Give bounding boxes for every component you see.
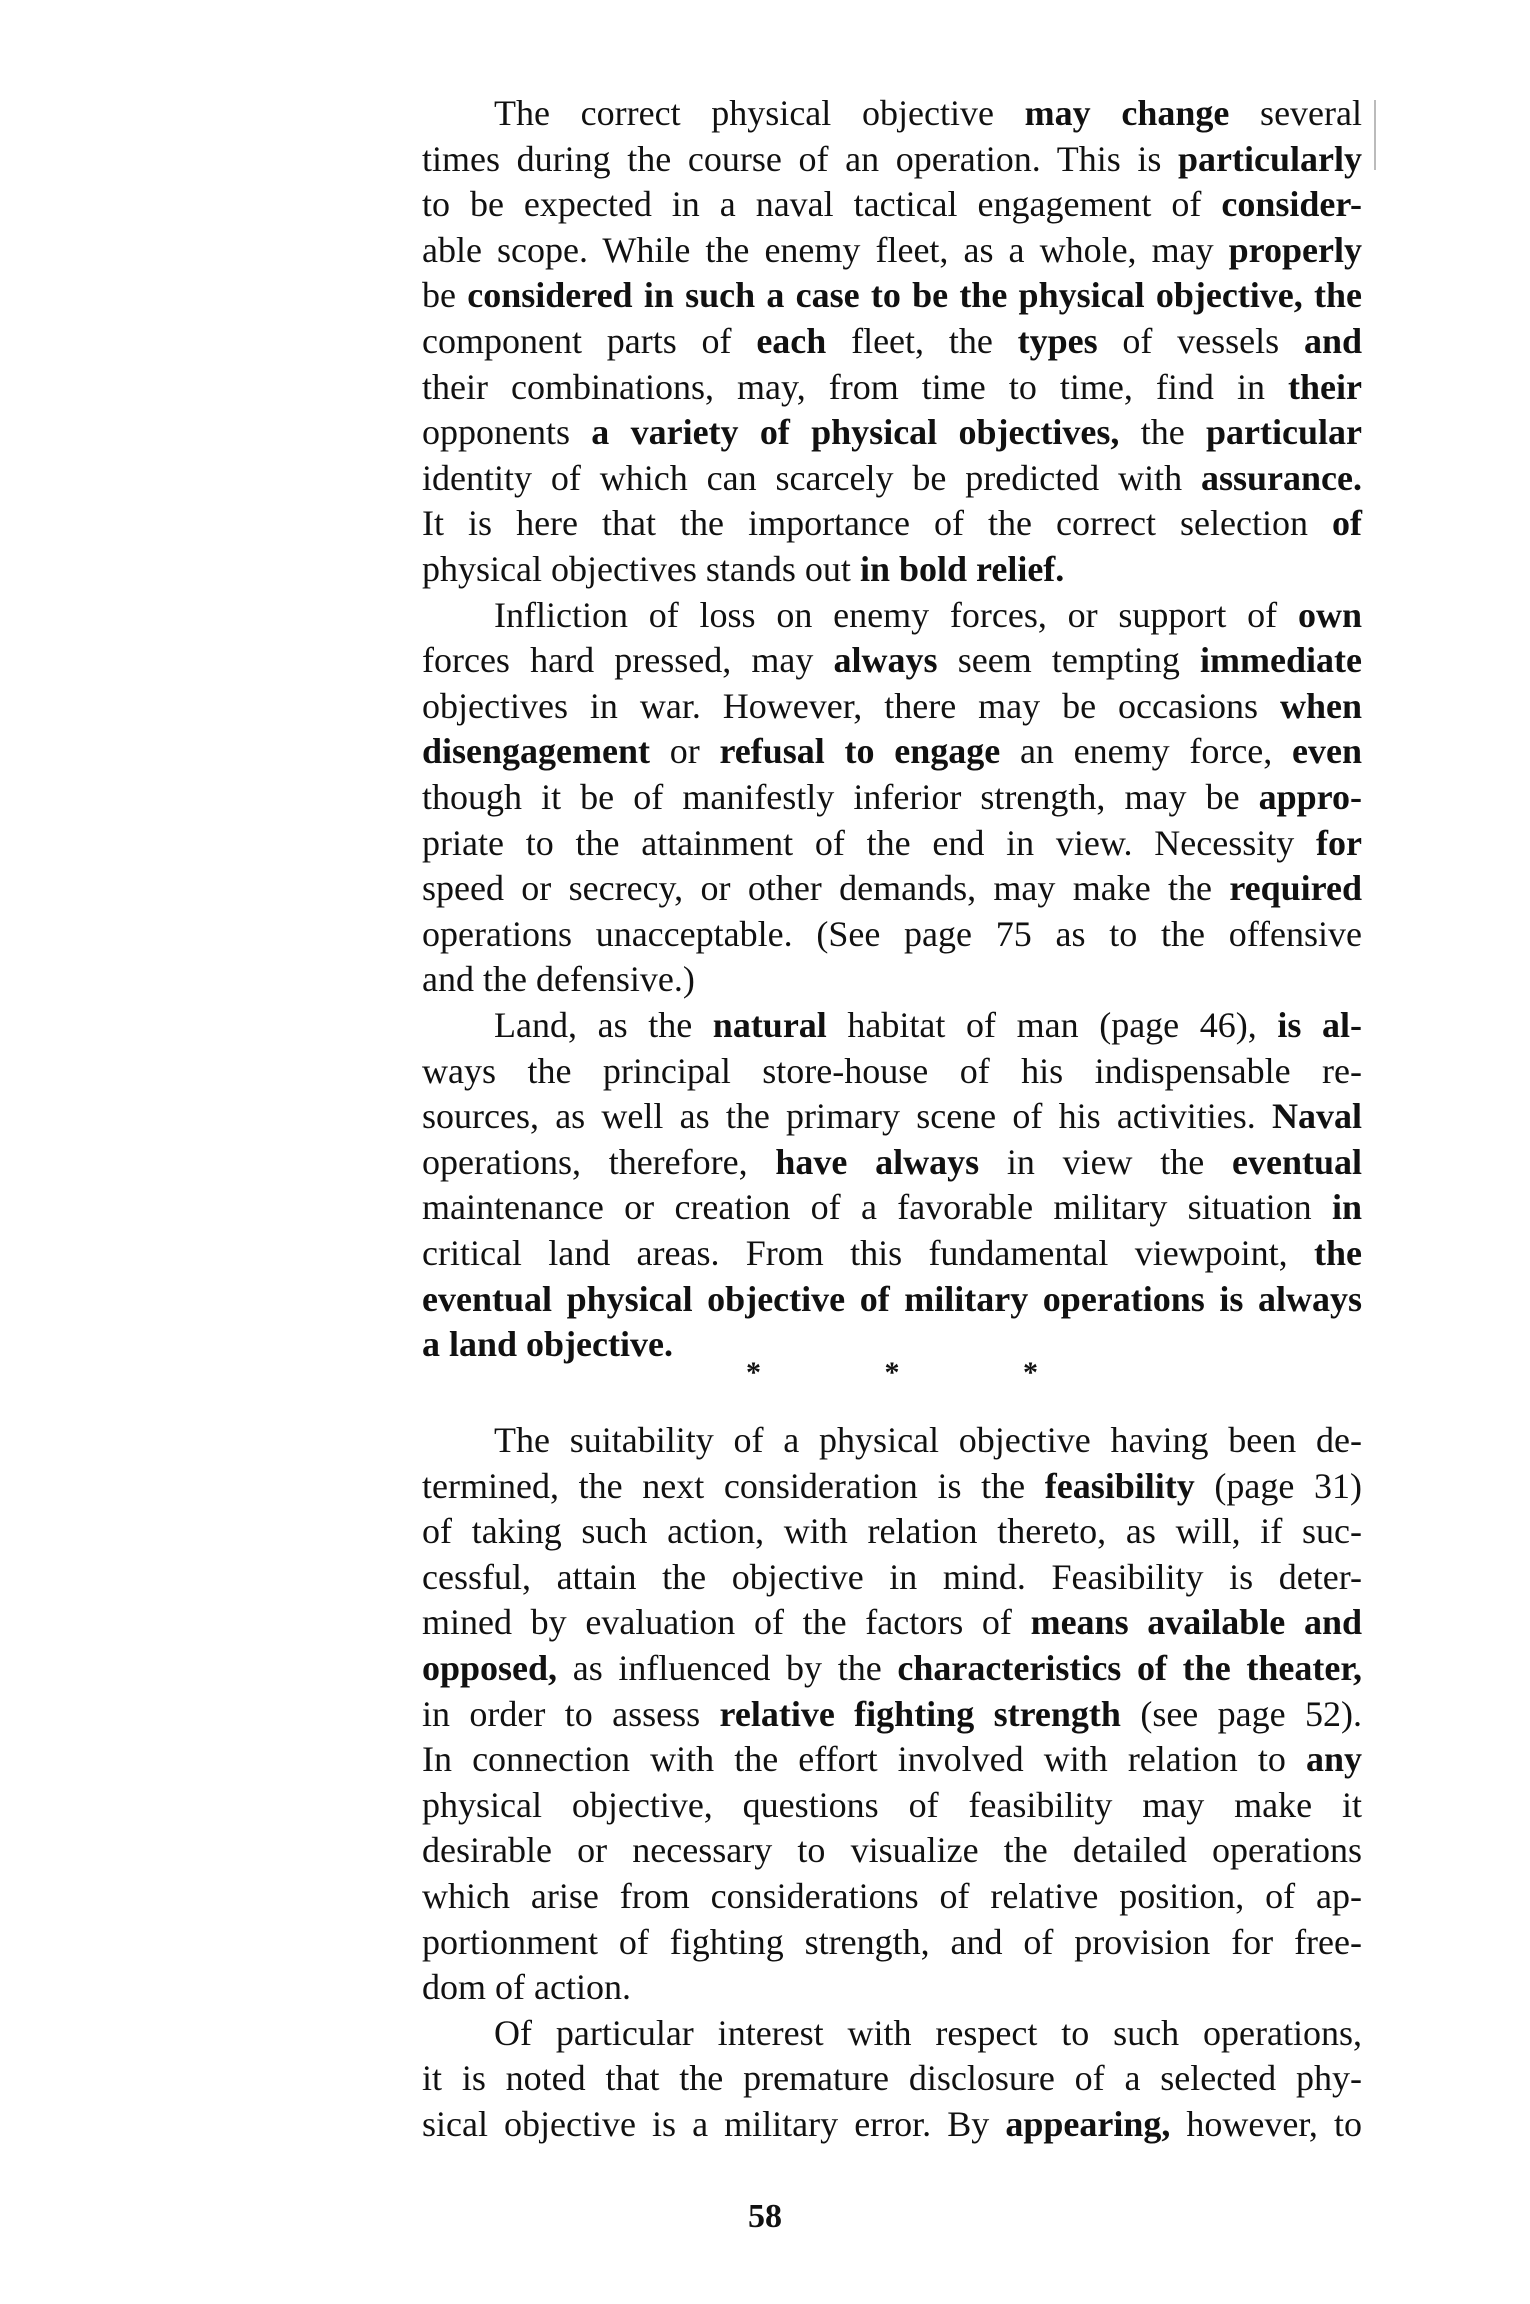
body-text: of taking such action, with relation thereto, as will, if suc- <box>422 1511 1362 1552</box>
body-text: It is here that the importance of the correct selection <box>422 503 1332 544</box>
bold-text: may change <box>1024 93 1230 133</box>
bold-text: even <box>1292 731 1362 772</box>
body-text: cessful, attain the objective in mind. Feasibility is deter- <box>422 1556 1362 1597</box>
bold-text: appro- <box>1258 777 1362 817</box>
body-text: Land, as the <box>494 1005 713 1045</box>
text-line <box>422 365 1362 409</box>
bold-text: types <box>1017 321 1098 361</box>
text-line <box>422 1418 1362 1462</box>
body-text: times during the course of an operation. This is <box>422 138 1179 179</box>
text-line <box>422 1920 1362 1964</box>
text-line <box>422 1737 1362 1781</box>
bold-text: for <box>1316 822 1362 863</box>
body-text: fleet, the <box>826 321 1018 361</box>
body-text: the <box>1119 412 1207 453</box>
body-text: or <box>650 731 720 772</box>
text-line <box>422 1828 1362 1872</box>
body-text: to be expected in a naval tactical engagement of <box>422 184 1222 225</box>
body-text: opponents <box>422 412 592 453</box>
text-line <box>422 501 1362 545</box>
body-text: sical objective is a military error. By <box>422 2104 1006 2144</box>
body-text: ways the principal store-house of his indispensable re- <box>422 1050 1362 1091</box>
text-line <box>422 912 1362 956</box>
text-line <box>422 2102 1362 2146</box>
text-line <box>422 775 1362 819</box>
text-line <box>422 729 1362 773</box>
text-line <box>422 91 1362 135</box>
bold-text: always <box>833 640 938 681</box>
text-line <box>422 547 1362 591</box>
bold-text: opposed, <box>422 1648 558 1688</box>
bold-text: means available and <box>1030 1602 1363 1643</box>
bold-text: considered in such a case to be the physical objective, the <box>467 275 1363 316</box>
body-text: identity of which can scarcely be predicted with <box>422 457 1201 498</box>
bold-text: in bold relief. <box>859 549 1065 589</box>
text-line <box>422 593 1362 637</box>
text-line <box>422 1555 1362 1599</box>
body-text: Infliction of loss on enemy forces, or support of <box>494 594 1298 635</box>
body-text: in view the <box>979 1141 1232 1182</box>
text-line <box>422 410 1362 454</box>
body-text: Of particular interest with respect to such operations, <box>494 2012 1362 2053</box>
bold-text: a land objective. <box>422 1324 673 1365</box>
text-line <box>422 1600 1362 1644</box>
text-line <box>422 1140 1362 1184</box>
text-line <box>422 1464 1362 1508</box>
body-text: desirable or necessary to visualize the detailed operations <box>422 1830 1362 1871</box>
bold-text: particular <box>1206 412 1362 453</box>
bold-text: assurance. <box>1201 457 1362 498</box>
bold-text: properly <box>1228 229 1362 270</box>
text-line <box>422 1049 1362 1093</box>
text-line <box>422 1783 1362 1827</box>
text-line <box>422 866 1362 910</box>
text-line <box>422 1965 1362 2009</box>
body-text: operations, therefore, <box>422 1141 776 1182</box>
text-line <box>422 456 1362 500</box>
text-line <box>422 2011 1362 2055</box>
text-line <box>422 1277 1362 1321</box>
bold-text: characteristics of the theater, <box>897 1648 1362 1688</box>
body-text: which arise from considerations of relative position, of ap- <box>422 1876 1362 1916</box>
bold-text: have always <box>775 1141 980 1182</box>
bold-text: refusal to engage <box>719 731 1001 772</box>
bold-text: the <box>1314 1233 1362 1273</box>
bold-text: appearing, <box>1005 2104 1171 2144</box>
bold-text: Naval <box>1272 1096 1362 1137</box>
body-text: physical objectives stands out <box>422 549 860 589</box>
text-line <box>422 182 1362 226</box>
separator-asterisk: * <box>884 1356 900 1389</box>
bold-text: in <box>1331 1187 1362 1228</box>
bold-text: natural <box>712 1005 827 1045</box>
body-text: however, to <box>1170 2104 1362 2144</box>
body-text: (page 31) <box>1194 1465 1363 1506</box>
body-text: dom of action. <box>422 1967 631 2008</box>
text-line <box>422 2056 1362 2100</box>
bold-text: is al- <box>1277 1005 1362 1045</box>
body-text: The suitability of a physical objective having been de- <box>494 1420 1362 1460</box>
bold-text: immediate <box>1200 640 1362 681</box>
bold-text: consider- <box>1221 184 1362 225</box>
text-line <box>422 684 1362 728</box>
bold-text: any <box>1305 1739 1362 1780</box>
body-text: physical objective, questions of feasibility may make it <box>422 1784 1362 1825</box>
bold-text: of <box>1332 503 1362 544</box>
body-text: as influenced by the <box>557 1648 898 1688</box>
body-text: it is noted that the premature disclosure of a selected phy- <box>422 2058 1362 2099</box>
body-text: and the defensive.) <box>422 959 695 1000</box>
body-text: their combinations, may, from time to time, find in <box>422 366 1289 407</box>
body-text: an enemy force, <box>1000 731 1293 772</box>
body-text: priate to the attainment of the end in view. Necessity <box>422 822 1317 863</box>
body-text: (see page 52). <box>1120 1693 1362 1734</box>
body-text: be <box>422 275 468 316</box>
text-line <box>422 1231 1362 1275</box>
bold-text: own <box>1297 594 1362 635</box>
body-text: habitat of man (page 46), <box>826 1005 1278 1045</box>
section-separator <box>422 1356 1362 1390</box>
bold-text: eventual <box>1232 1141 1362 1182</box>
text-line <box>422 638 1362 682</box>
scan-margin-mark <box>1374 100 1376 170</box>
body-text: able scope. While the enemy fleet, as a whole, may <box>422 229 1229 270</box>
body-text: In connection with the effort involved with relation to <box>422 1739 1306 1780</box>
text-line <box>422 1185 1362 1229</box>
text-line <box>422 1874 1362 1918</box>
body-text: component parts of <box>422 321 757 361</box>
text-line <box>422 1646 1362 1690</box>
bold-text: each <box>756 321 827 361</box>
body-text: in order to assess <box>422 1693 720 1734</box>
text-line <box>422 957 1362 1001</box>
separator-asterisk: * <box>746 1356 761 1389</box>
text-line <box>422 1692 1362 1736</box>
bold-text: a variety of physical objectives, <box>591 412 1120 453</box>
bold-text: disengagement <box>422 731 650 772</box>
bold-text: eventual physical objective of military operations is always <box>422 1278 1362 1319</box>
body-text: though it be of manifestly inferior strength, may be <box>422 777 1259 817</box>
body-text: speed or secrecy, or other demands, may make the <box>422 868 1230 909</box>
body-text: several <box>1229 93 1362 133</box>
separator-asterisk: * <box>1023 1356 1038 1389</box>
bold-text: relative fighting strength <box>719 1693 1121 1734</box>
text-line <box>422 137 1362 181</box>
body-text: objectives in war. However, there may be occasions <box>422 685 1280 726</box>
body-text: mined by evaluation of the factors of <box>422 1602 1031 1643</box>
body-text: maintenance or creation of a favorable military situation <box>422 1187 1332 1228</box>
body-text: portionment of fighting strength, and of provision for free- <box>422 1921 1362 1962</box>
body-text: seem tempting <box>937 640 1201 681</box>
text-line <box>422 1094 1362 1138</box>
bold-text: particularly <box>1178 138 1362 179</box>
text-line <box>422 1003 1362 1047</box>
bold-text: feasibility <box>1044 1465 1195 1506</box>
text-line <box>422 821 1362 865</box>
text-line <box>422 228 1362 272</box>
body-text: The correct physical objective <box>494 93 1025 133</box>
body-text: forces hard pressed, may <box>422 640 834 681</box>
text-line <box>422 273 1362 317</box>
text-line <box>422 1509 1362 1553</box>
text-line <box>422 319 1362 363</box>
bold-text: their <box>1288 366 1362 407</box>
body-text: termined, the next consideration is the <box>422 1465 1045 1506</box>
page-number: 58 <box>748 2198 782 2235</box>
body-text: critical land areas. From this fundamental viewpoint, <box>422 1233 1314 1273</box>
bold-text: required <box>1229 868 1362 909</box>
body-text: sources, as well as the primary scene of his activities. <box>422 1096 1272 1137</box>
body-text: of vessels <box>1097 321 1304 361</box>
bold-text: and <box>1303 321 1363 361</box>
bold-text: when <box>1279 685 1362 726</box>
body-text: operations unacceptable. (See page 75 as to the offensive <box>422 913 1362 954</box>
